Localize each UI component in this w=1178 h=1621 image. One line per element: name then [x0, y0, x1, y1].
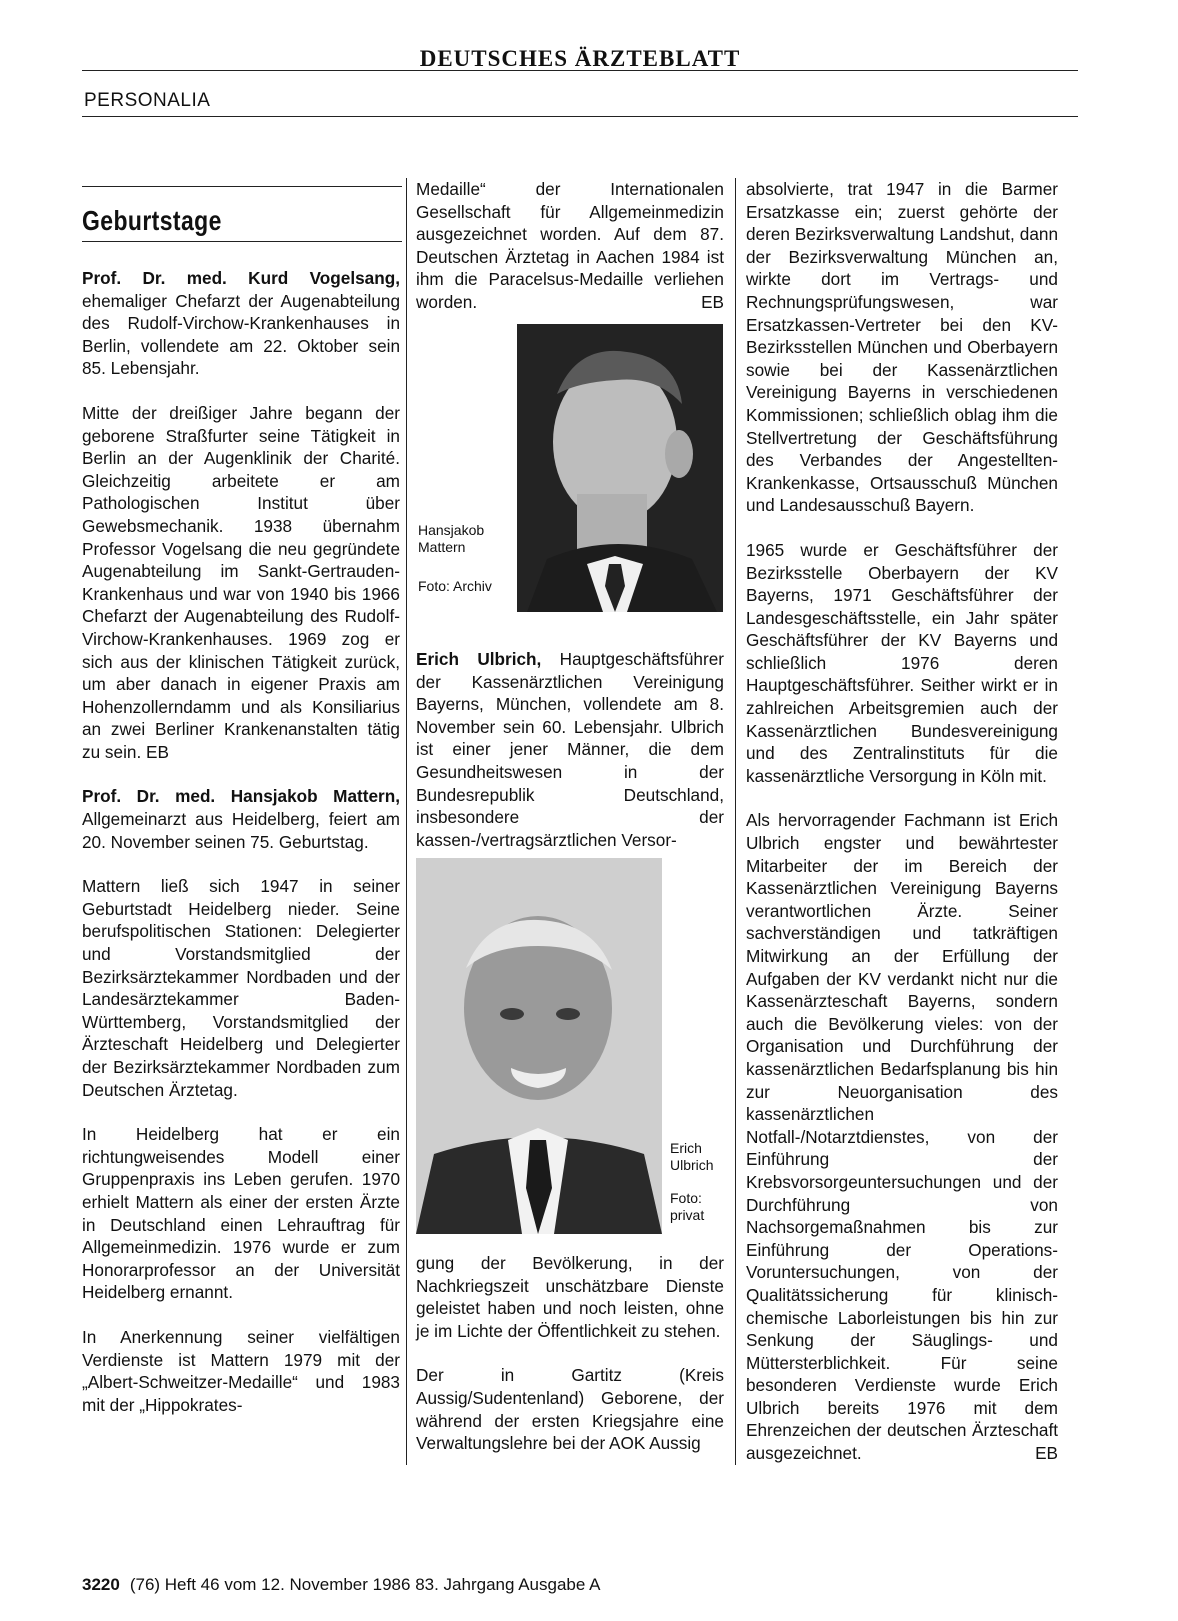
article-paragraph: In Heidelberg hat er ein richtungweisendes Modell einer Gruppenpraxis ins Leben gerufen. 1970 erhielt Mattern als einer der ersten Ärzte in Deutschland einen Lehrauftrag für Allgemeinmedizin. 1976 wurde er zum Honorarprofessor an der Universität Heidelberg ernannt.: [82, 1124, 400, 1303]
person-name: Prof. Dr. med. Hansjakob Mattern,: [82, 786, 400, 807]
article-paragraph: absolvierte, trat 1947 in die Barmer Ersatzkasse ein; zuerst gehörte der deren Bezirksverwaltung Landshut, dann der Bezirksverwaltung München an, wirkte dort im Vertrags- und Rechnungsprüfungswesen, war Ersatzkassen-Vertreter bei den KV-Bezirksstellen München und Oberbayern sowie bei der Kassenärztlichen Vereinigung Bayerns in verschiedenen Kommissionen; schließlich oblag ihm die Stellvertretung der Geschäftsführung des Verbandes der Angestellten-Krankenkasse, Ortsausschuß München und Landesausschuß Bayern.: [746, 179, 1058, 516]
article-vogelsang-intro: Prof. Dr. med. Kurd Vogelsang, ehemaliger Chefarzt der Augenabteilung des Rudolf-Virchow-Krankenhauses in Berlin, vollendete am 22. Oktober sein 85. Lebensjahr.: [82, 268, 400, 379]
article-paragraph: Medaille“ der Internationalen Gesellschaft für Allgemeinmedizin ausgezeichnet worden. Auf dem 87. Deutschen Ärztetag in Aachen 1984 ist ihm die Paracelsus-Medaille verliehen worden. EB: [416, 179, 724, 312]
page-number: 3220: [82, 1575, 120, 1594]
page-heading: Geburtstage: [82, 205, 222, 236]
article-ulbrich-intro: Erich Ulbrich, Hauptgeschäftsführer der Kassenärztlichen Vereinigung Bayerns, München, vollendete am 8. November sein 60. Lebensjahr. Ulbrich ist einer jener Männer, die dem Gesundheitswesen in der Bundesrepublik Deutschland, insbesondere der kassen-/vertragsärztlichen Versor-: [416, 649, 724, 850]
column-divider: [735, 178, 736, 1465]
signature: EB: [146, 741, 169, 762]
column-2-top: [416, 178, 724, 314]
photo-ulbrich: [416, 858, 662, 1234]
column-1: [82, 267, 400, 1416]
issue-info: (76) Heft 46 vom 12. November 1986 83. Jahrgang Ausgabe A: [129, 1575, 601, 1594]
article-paragraph: Mitte der dreißiger Jahre begann der geborene Straßfurter seine Tätigkeit in Berlin an der Augenklinik der Charité. Gleichzeitig arbeitete er am Pathologischen Institut über Gewebsmechanik. 1938 übernahm Professor Vogelsang die neu gegründete Augenabteilung im Sankt-Gertrauden-Krankenhaus und war von 1940 bis 1966 Chefarzt der Augenabteilung des Rudolf-Virchow-Krankenhauses. 1969 zog er sich aus der klinischen Tätigkeit zurück, um aber danach in eigener Praxis am Hohenzollerndamm und als Konsiliarius an zwei Berliner Krankenanstalten tätig zu sein. EB: [82, 402, 400, 762]
article-paragraph: In Anerkennung seiner vielfältigen Verdienste ist Mattern 1979 mit der „Albert-Schweitzer-Medaille“ und 1983 mit der „Hippokrates-: [82, 1326, 400, 1415]
section-rule: [82, 116, 1078, 117]
article-paragraph: Der in Gartitz (Kreis Aussig/Sudentenland) Geborene, der während der ersten Kriegsjahre eine Verwaltungslehre bei der AOK Aussig: [416, 1365, 724, 1454]
column-divider: [406, 178, 407, 1465]
portrait-image: [517, 324, 723, 612]
column-2-bottom: [416, 1252, 724, 1455]
heading-rule-top: [82, 186, 402, 187]
article-paragraph: Als hervorragender Fachmann ist Erich Ulbrich engster und bewährtester Mitarbeiter der im Bereich der Kassenärztlichen Vereinigung Bayerns verantwortlichen Ärzte. Seiner sachverständigen und tatkräftigen Mitwirkung an der Erfüllung der Aufgaben der KV verdankt nicht nur die Kassenärzteschaft Bayerns, sondern auch die Bevölkerung vieles: von der Organisation und Durchführung der kassenärztlichen Bedarfsplanung bis hin zur Neuorganisation des kassenärztlichen Notfall-/Notarztdienstes, von der Einführung der Krebsvorsorgeuntersuchungen und der Durchführung von Nachsorgemaßnahmen bis zur Einführung der Operations-Voruntersuchungen, von der Qualitätssicherung für klinisch-chemische Laborleistungen bis hin zur Senkung der Säuglings- und Müttersterblichkeit. Für seine besonderen Verdienste wurde Erich Ulbrich bereits 1976 mit dem Ehrenzeichen der deutschen Ärzteschaft ausgezeichnet. EB: [746, 810, 1058, 1464]
article-paragraph: Mattern ließ sich 1947 in seiner Geburtstadt Heidelberg nieder. Seine berufspolitischen Stationen: Delegierter und Vorstandsmitglied der Bezirksärztekammer Nordbaden und der Landesärztekammer Baden-Württemberg, Vorstandsmitglied der Ärzteschaft Heidelberg und Delegierter der Bezirksärztekammer Nordbaden zum Deutschen Ärztetag.: [82, 876, 400, 1100]
section-title: PERSONALIA: [84, 90, 211, 111]
header-rule: [82, 70, 1078, 71]
signature: EB: [1035, 1443, 1058, 1464]
person-name: Prof. Dr. med. Kurd Vogelsang,: [82, 268, 400, 288]
masthead: DEUTSCHES ÄRZTEBLATT: [419, 46, 741, 71]
photo-mattern: [517, 324, 723, 612]
page-footer: [82, 1575, 600, 1595]
article-paragraph: 1965 wurde er Geschäftsführer der Bezirksstelle Oberbayern der KV Bayerns, 1971 Geschäftsführer der Landesgeschäftsstelle, ein Jahr später Geschäftsführer der KV Bayerns und schließlich 1976 deren Hauptgeschäftsführer. Seither wirkt er in zahlreichen Arbeitsgremien auch der Kassenärztlichen Bundesvereinigung und des Zentralinstituts für die kassenärztliche Versorgung in Köln mit.: [746, 539, 1058, 786]
column-2-middle: [416, 648, 724, 851]
photo-caption: Hansjakob Mattern Foto: Archiv: [418, 522, 492, 594]
portrait-image: [416, 858, 662, 1234]
article-paragraph: gung der Bevölkerung, in der Nachkriegszeit unschätzbare Dienste geleistet haben und noch leisten, ohne je im Lichte der Öffentlichkeit zu stehen.: [416, 1253, 724, 1341]
person-name: Erich Ulbrich,: [416, 649, 542, 669]
heading-rule-bottom: [82, 241, 402, 242]
article-mattern-intro: Prof. Dr. med. Hansjakob Mattern, Allgemeinarzt aus Heidelberg, feiert am 20. November seinen 75. Geburtstag.: [82, 786, 400, 852]
column-3: [746, 178, 1058, 1465]
signature: EB: [701, 291, 724, 312]
photo-caption: Erich Ulbrich Foto: privat: [670, 1140, 714, 1223]
